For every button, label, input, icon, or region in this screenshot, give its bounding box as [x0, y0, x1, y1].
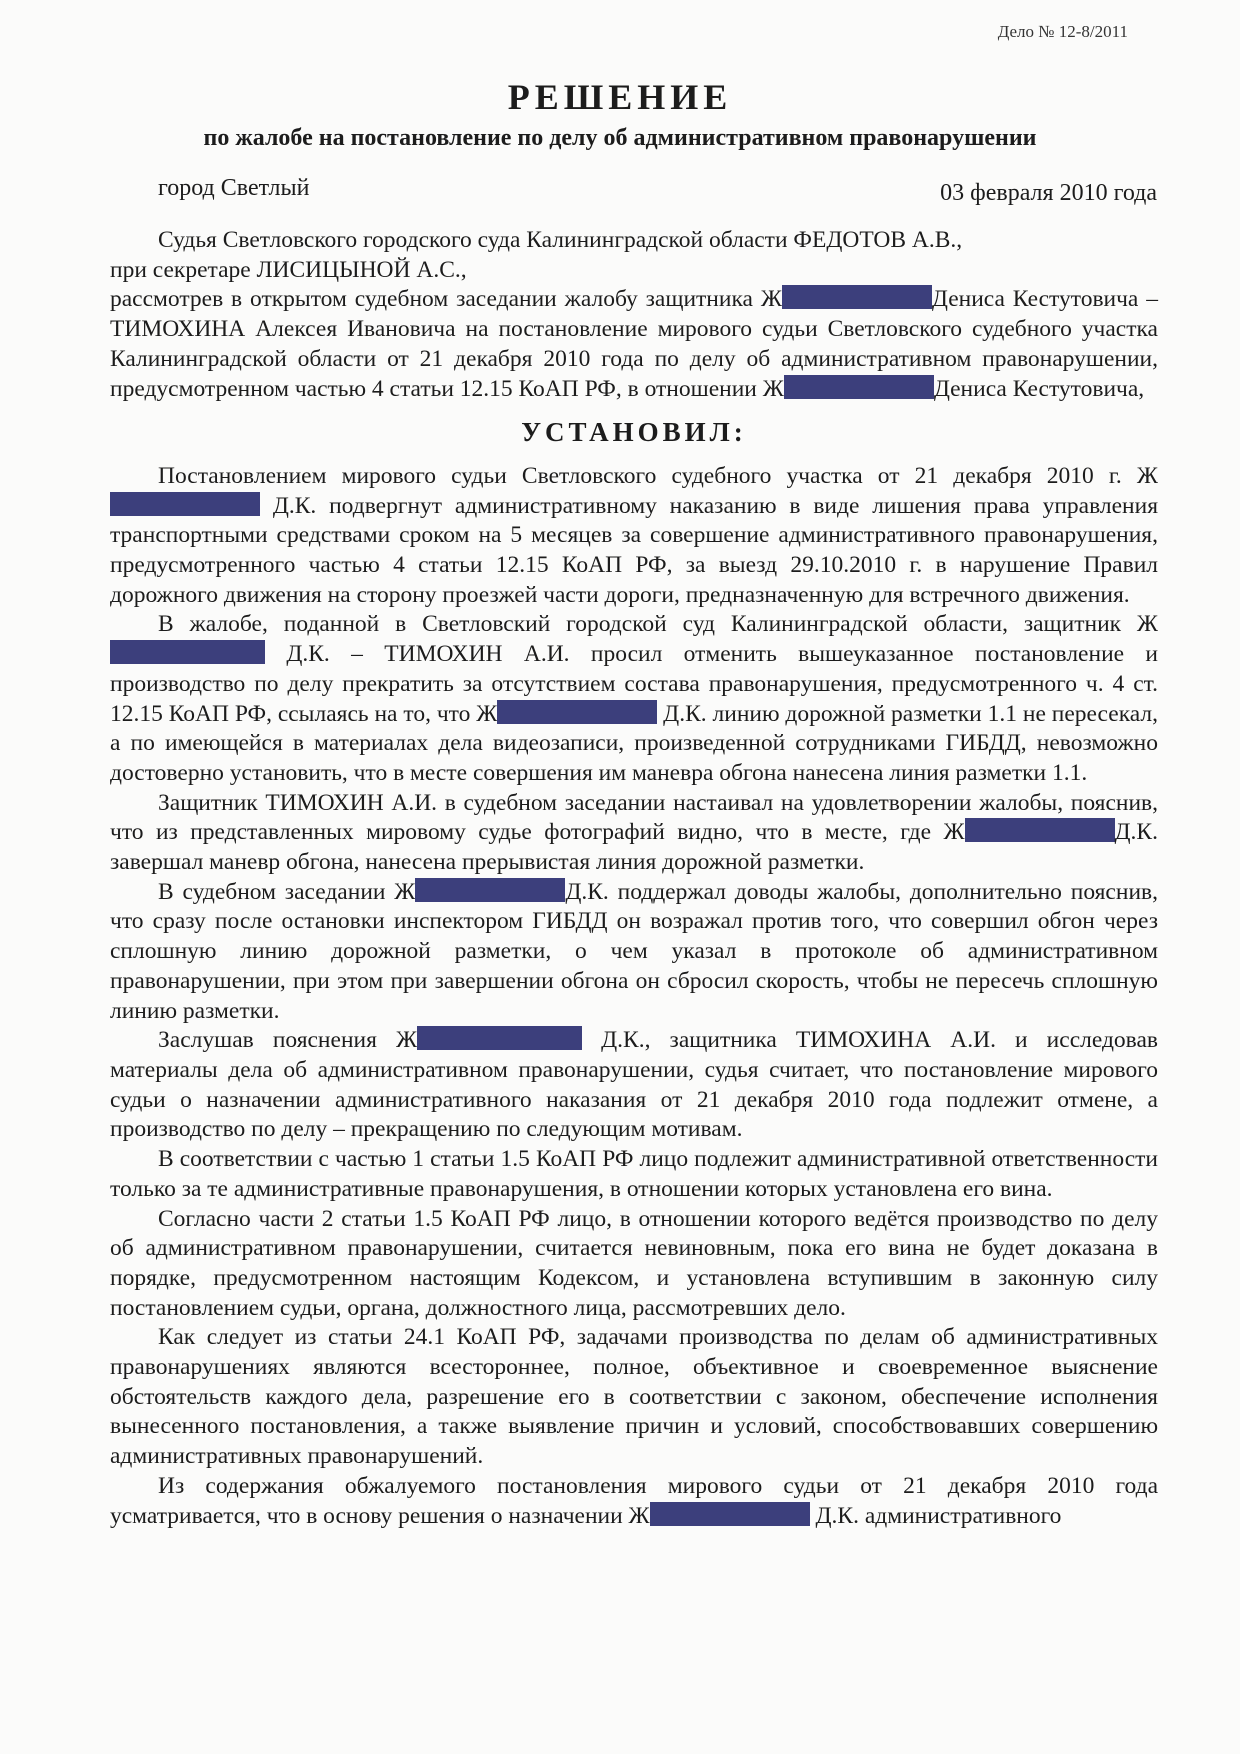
paragraph-7: Согласно части 2 статьи 1.5 КоАП РФ лицо, в отношении которого ведётся производство по делу об административном правонарушении, считается невиновным, пока его вина не будет доказана в порядке, предусмотренном настоящим Кодексом, и установлена вступившим в законную силу постановлением судьи, органа, должностного лица, рассмотревших дело.: [110, 1205, 1158, 1321]
document-title: РЕШЕНИЕ: [507, 77, 733, 117]
paragraph-text: В жалобе, поданной в Светловский городской суд Калининградской области, защитник Ж: [158, 611, 1158, 638]
redaction-block: [965, 818, 1115, 842]
intro-text-3: Дениса Кестутовича,: [933, 375, 1145, 402]
paragraph-text: Из содержания обжалуемого постановления мирового судьи от 21 декабря 2010 года усматривается, что в основу решения о назначении Ж: [110, 1472, 1158, 1529]
paragraph-9: [110, 1472, 1158, 1531]
case-number: Дело № 12-8/2011: [997, 22, 1128, 41]
paragraph-text: Д.К., защитника ТИМОХИНА А.И. и исследовав материалы дела об административном правонарушении, судья считает, что постановление мирового судьи о назначении административного наказания от 21 декабря 2010 года подлежит отмене, а производство по делу – прекращению по следующим мотивам.: [110, 1027, 1158, 1143]
redaction-block: [784, 375, 934, 399]
intro-text-2: Дениса Кестутовича – ТИМОХИНА Алексея Ивановича на постановление мирового судьи Светловского судебного участка Калининградской области от 21 декабря 2010 года по делу об административном правонарушении, предусмотренном частью 4 статьи 12.15 КоАП РФ, в отношении Ж: [110, 286, 1158, 402]
paragraph-text: В судебном заседании Ж: [158, 878, 416, 905]
paragraph-text: Защитник ТИМОХИН А.И. в судебном заседании настаивал на удовлетворении жалобы, пояснив, что из представленных мировому судье фотографий видно, что в месте, где Ж: [110, 789, 1158, 846]
document-subtitle: по жалобе на постановление по делу об административном правонарушении: [203, 125, 1037, 151]
section-heading: УСТАНОВИЛ:: [521, 417, 747, 448]
paragraph-4: [110, 878, 1158, 1027]
paragraph-2: [110, 610, 1158, 788]
paragraph-text: Д.К. завершал маневр обгона, нанесена прерывистая линия дорожной разметки.: [110, 819, 1158, 876]
redaction-block: [497, 700, 657, 724]
redaction-block: [415, 878, 565, 902]
decision-date: 03 февраля 2010 года: [940, 180, 1157, 206]
paragraph-6: В соответствии с частью 1 статьи 1.5 КоАП РФ лицо подлежит административной ответственности только за те административные правонарушения, в отношении которых установлена его вина.: [110, 1146, 1158, 1202]
redaction-block: [417, 1026, 582, 1050]
paragraph-text: Д.К. подвергнут административному наказанию в виде лишения права управления транспортными средствами сроком на 5 месяцев за совершение административного правонарушения, предусмотренного частью 4 статьи 12.15 КоАП РФ, за выезд 29.10.2010 г. в нарушение Правил дорожного движения на сторону проезжей части дороги, предназначенную для встречного движения.: [110, 492, 1158, 608]
paragraph-8: Как следует из статьи 24.1 КоАП РФ, задачами производства по делам об административных правонарушениях являются всестороннее, полное, объективное и своевременное выяснение обстоятельств каждого дела, разрешение его в соответствии с законом, обеспечение исполнения вынесенного постановления, а также выявление причин и условий, способствовавших совершению административных правонарушений.: [110, 1324, 1158, 1470]
paragraph-3: [110, 789, 1158, 878]
paragraph-text: Заслушав пояснения Ж: [158, 1027, 418, 1054]
document-body: [110, 226, 1158, 1531]
paragraph-5: [110, 1026, 1158, 1145]
paragraph-1: [110, 462, 1158, 611]
paragraph-text: Д.К. поддержал доводы жалобы, дополнительно пояснив, что сразу после остановки инспектором ГИБДД он возражал против того, что совершил обгон через сплошную линию дорожной разметки, о чем указал в протоколе об административном правонарушении, при этом при завершении обгона он сбросил скорость, чтобы не пересечь сплошную линию разметки.: [110, 878, 1158, 1024]
redaction-block: [110, 492, 260, 516]
intro-considered: [110, 285, 1158, 404]
paragraph-text: Д.К. административного: [809, 1502, 1062, 1529]
redaction-block: [782, 285, 932, 309]
intro-text-1: рассмотрев в открытом судебном заседании жалобу защитника Ж: [110, 286, 782, 313]
paragraph-text: Постановлением мирового судьи Светловского судебного участка от 21 декабря 2010 г. Ж: [158, 462, 1158, 489]
city: город Светлый: [158, 175, 310, 201]
paragraph-text: Д.К. – ТИМОХИН А.И. просил отменить вышеуказанное постановление и производство по делу прекратить за отсутствием состава правонарушения, предусмотренного ч. 4 ст. 12.15 КоАП РФ, ссылаясь на то, что Ж: [110, 641, 1158, 727]
intro-secretary: при секретаре ЛИСИЦЫНОЙ А.С.,: [110, 256, 467, 283]
redaction-block: [110, 640, 265, 664]
intro-judge: Судья Светловского городского суда Калининградской области ФЕДОТОВ А.В.,: [158, 227, 963, 253]
paragraph-text: Д.К. линию дорожной разметки 1.1 не пересекал, а по имеющейся в материалах дела видеозаписи, произведенной сотрудниками ГИБДД, невозможно достоверно установить, что в месте совершения им маневра обгона нанесена линия разметки 1.1.: [110, 700, 1158, 786]
redaction-block: [650, 1502, 810, 1526]
